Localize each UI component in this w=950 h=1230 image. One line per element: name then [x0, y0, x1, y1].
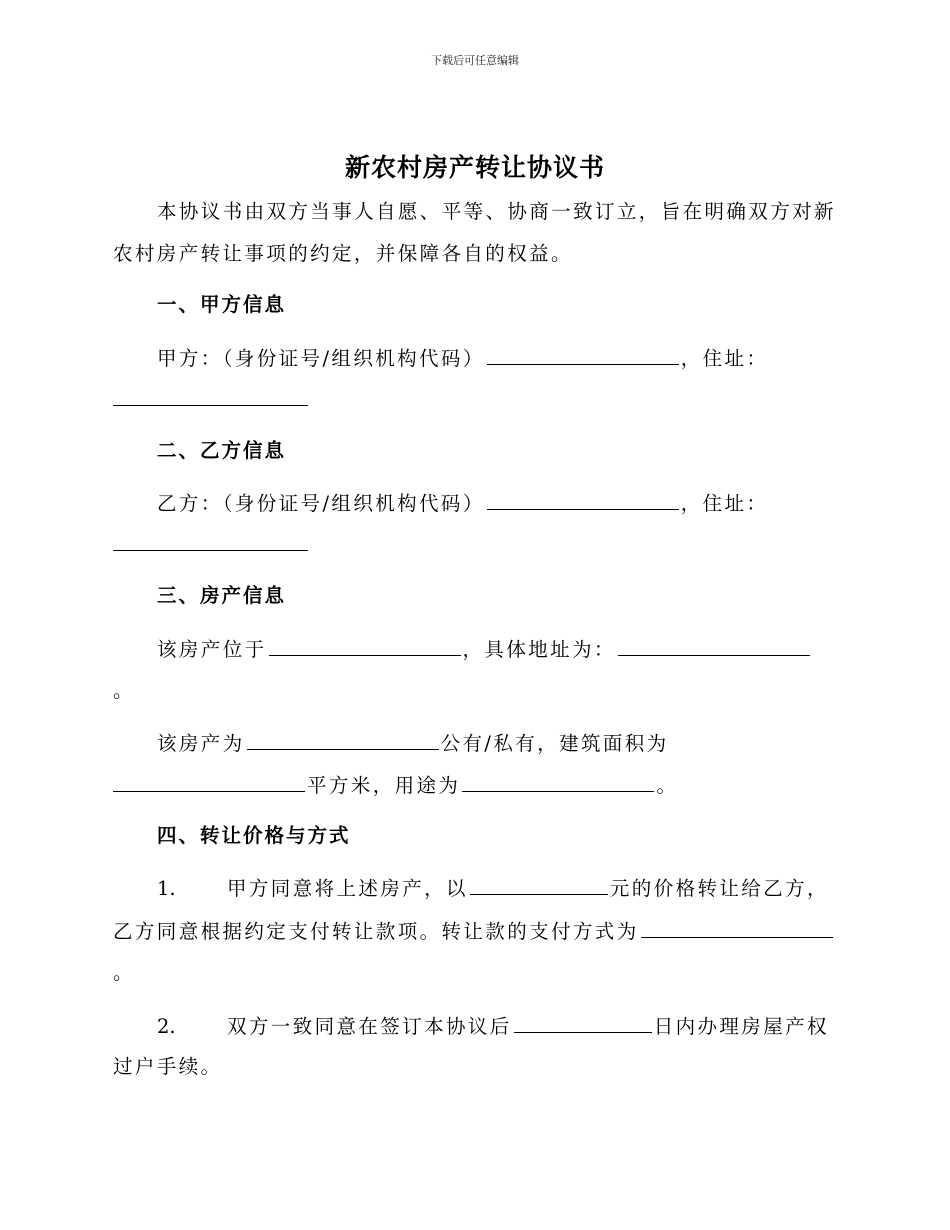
page-header-note: 下载后可任意编辑 — [431, 54, 519, 67]
property-address-blank[interactable] — [618, 635, 810, 656]
intro-line-1: 本协议书由双方当事人自愿、平等、协商一致订立，旨在明确双方对新 — [157, 200, 836, 223]
party-b-id-blank[interactable] — [487, 489, 679, 510]
section-heading-price: 四、转让价格与方式 — [157, 824, 351, 847]
price-item-1-line-2 — [113, 917, 835, 945]
party-a-address-blank[interactable] — [113, 385, 308, 406]
party-a-address-label: ，住址： — [680, 347, 769, 370]
payment-method-blank[interactable] — [641, 917, 833, 938]
property-area-label: 公有/私有，建筑面积为 — [440, 732, 669, 755]
property-location-period: 。 — [113, 679, 135, 702]
party-b-id-label: 乙方：（身份证号/组织机构代码） — [157, 492, 485, 515]
party-b-address-label: ，住址： — [680, 492, 769, 515]
property-area-blank[interactable] — [113, 771, 305, 792]
party-a-address-line — [113, 385, 310, 413]
property-type-blank[interactable] — [247, 729, 439, 750]
property-usage-blank[interactable] — [462, 771, 654, 792]
price-amount-blank[interactable] — [470, 874, 608, 895]
party-b-line — [157, 489, 768, 517]
intro-line-2: 农村房产转让事项的约定，并保障各自的权益。 — [113, 242, 573, 265]
price-item-2-line-2: 过户手续。 — [113, 1055, 223, 1078]
price-item-1-text-c: 乙方同意根据约定支付转让款项。转让款的支付方式为 — [113, 920, 639, 943]
property-location-label: 该房产位于 — [157, 638, 267, 661]
property-area-line — [113, 771, 678, 799]
property-usage-period: 。 — [656, 774, 679, 797]
price-item-1-period: 。 — [113, 961, 135, 984]
price-item-1-line-1 — [157, 874, 829, 902]
party-a-id-label: 甲方：（身份证号/组织机构代码） — [157, 347, 485, 370]
document-title: 新农村房产转让协议书 — [344, 153, 605, 182]
party-b-address-blank[interactable] — [113, 530, 308, 551]
price-item-2-text-b: 日内办理房屋产权 — [653, 1015, 829, 1038]
party-b-address-line — [113, 530, 310, 558]
property-address-label: ，具体地址为： — [462, 638, 616, 661]
property-location-line — [157, 635, 812, 663]
party-a-id-blank[interactable] — [487, 344, 679, 365]
property-location-blank[interactable] — [269, 635, 461, 656]
price-item-2-number: 2. — [157, 1015, 176, 1038]
party-a-line — [157, 344, 768, 372]
property-usage-label: 平方米，用途为 — [307, 774, 461, 797]
section-heading-party-b: 二、乙方信息 — [157, 439, 287, 462]
price-item-1-text-b: 元的价格转让给乙方， — [609, 877, 829, 900]
transfer-days-blank[interactable] — [514, 1012, 652, 1033]
price-item-1-number: 1. — [157, 877, 176, 900]
section-heading-property: 三、房产信息 — [157, 584, 287, 607]
section-heading-party-a: 一、甲方信息 — [157, 293, 287, 316]
property-type-line — [157, 729, 669, 757]
price-item-2-text-a: 双方一致同意在签订本协议后 — [227, 1015, 512, 1038]
property-type-label: 该房产为 — [157, 732, 245, 755]
price-item-2-line-1 — [157, 1012, 829, 1040]
price-item-1-text-a: 甲方同意将上述房产，以 — [227, 877, 468, 900]
